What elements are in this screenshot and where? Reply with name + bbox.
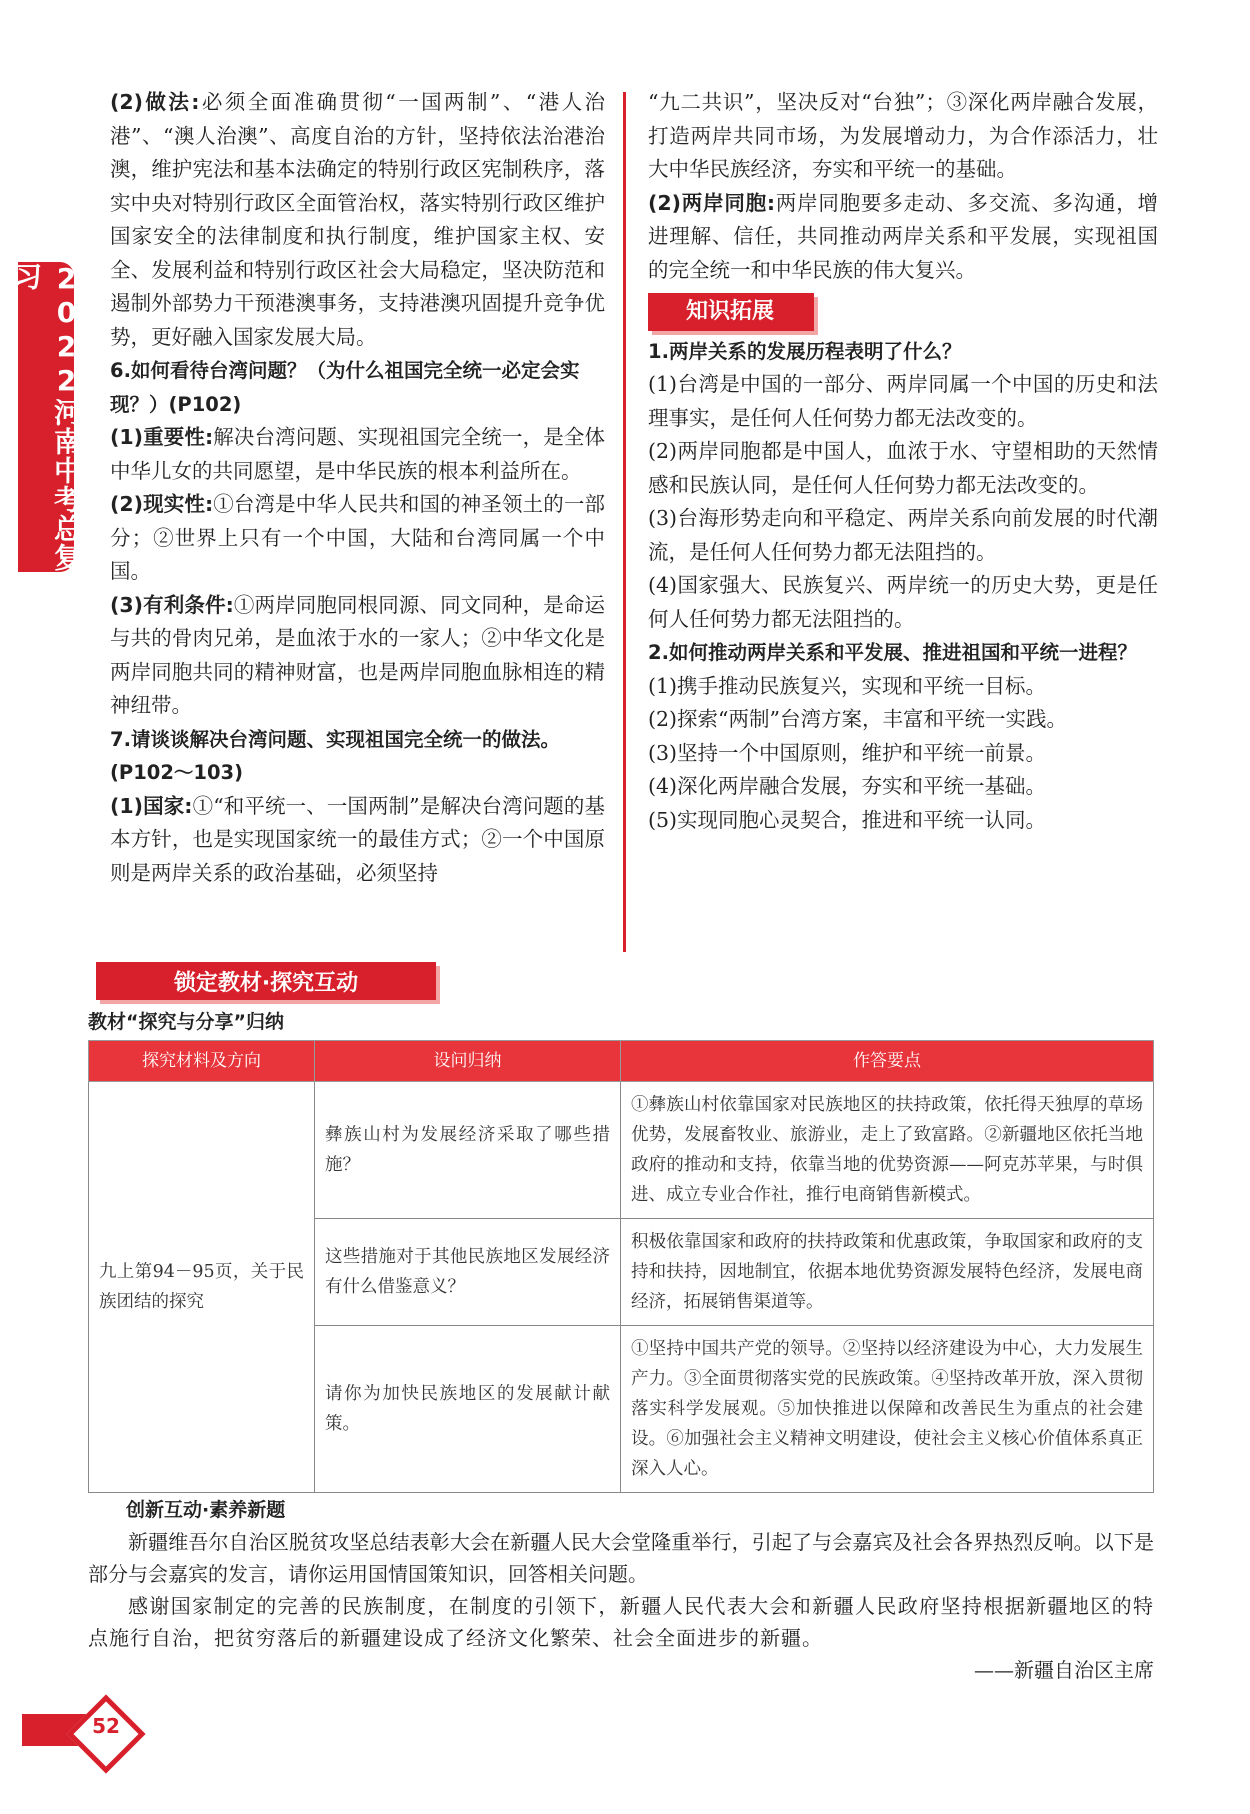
summary-table: [88, 1040, 1154, 1493]
text: ①两岸同胞同根同源、同文同种，是命运与共的骨肉兄弟，是血浓于水的一家人；②中华文化是两岸同胞共同的精神财富，也是两岸同胞血脉相连的精神纽带。: [110, 592, 606, 717]
continued-text: “九二共识”，坚决反对“台独”；③深化两岸融合发展，打造两岸共同市场，为发展增动力，为合作添活力，壮大中华民族经济，夯实和平统一的基础。: [648, 90, 1158, 181]
page-number-badge: [22, 1700, 142, 1760]
table-title: 教材“探究与分享”归纳: [88, 1011, 284, 1033]
text: 必须全面准确贯彻“一国两制”、“港人治港”、“澳人治澳”、高度自治的方针，坚持依法治港治澳，维护宪法和基本法确定的特别行政区宪制秩序，落实中央对特别行政区全面管治权，落实特别行政区维护国家安全的法律制度和执行制度，维护国家主权、安全、发展利益和特别行政区社会大局稳定，坚决防范和遏制外部势力干预港澳事务，支持港澳巩固提升竞争优势，更好融入国家发展大局。: [110, 90, 605, 349]
left-column: [110, 86, 605, 890]
paragraph-reality: [110, 488, 605, 589]
material-cell: 九上第94－95页，关于民族团结的探究: [89, 1082, 315, 1493]
answer-cell: 积极依靠国家和政府的扶持政策和优惠政策，争取国家和政府的支持和扶持，因地制宜，依据本地优势资源发展特色经济，发展电商经济，拓展销售渠道等。: [621, 1219, 1154, 1326]
paragraph-state: [110, 790, 605, 891]
table-row: [89, 1082, 1154, 1219]
header-question: 设问归纳: [315, 1041, 621, 1082]
label: (2)两岸同胞:: [648, 190, 776, 215]
label: (2)现实性:: [110, 492, 214, 516]
label: (2)做法:: [110, 90, 200, 114]
knowledge-extension-banner: 知识拓展: [648, 293, 814, 331]
extension-question-2: 2.如何推动两岸关系和平发展、推进祖国和平统一进程？: [648, 641, 1137, 664]
right-column: [648, 86, 1158, 837]
header-answer: 作答要点: [621, 1041, 1154, 1082]
innovation-heading: 创新互动·素养新题: [126, 1499, 286, 1521]
question-cell: 请你为加快民族地区的发展献计献策。: [315, 1326, 621, 1493]
paragraph-compatriots: [648, 187, 1158, 288]
question-7: 7.请谈谈解决台湾问题、实现祖国完全统一的做法。(P102～103): [110, 727, 560, 784]
text: ①“和平统一、一国两制”是解决台湾问题的基本方针，也是实现国家统一的最佳方式；②一个中国原则是两岸关系的政治基础，必须坚持: [110, 793, 605, 885]
innovation-intro: 新疆维吾尔自治区脱贫攻坚总结表彰大会在新疆人民大会堂隆重举行，引起了与会嘉宾及社会各界热烈反响。以下是部分与会嘉宾的发言，请你运用国情国策知识，回答相关问题。: [88, 1530, 1154, 1586]
label: (1)国家:: [110, 793, 193, 818]
q2-item: (3)坚持一个中国原则，维护和平统一前景。: [648, 740, 1047, 765]
section-banner: 锁定教材·探究互动: [96, 962, 436, 1000]
label: (1)重要性:: [110, 425, 214, 449]
header-material: 探究材料及方向: [89, 1041, 315, 1082]
answer-cell: ①彝族山村依靠国家对民族地区的扶持政策，依托得天独厚的草场优势，发展畜牧业、旅游业，走上了致富路。②新疆地区依托当地政府的推动和支持，依靠当地的优势资源——阿克苏苹果，与时俱进、成立专业合作社，推行电商销售新模式。: [621, 1082, 1154, 1219]
paragraph-practice: [110, 86, 605, 354]
q1-item: (3)台海形势走向和平稳定、两岸关系向前发展的时代潮流，是任何人任何势力都无法阻挡的。: [648, 506, 1158, 564]
label: (3)有利条件:: [110, 592, 234, 617]
side-tab: 2022河南中考总复习: [10, 262, 83, 572]
extension-question-1: 1.两岸关系的发展历程表明了什么？: [648, 339, 962, 363]
text: 解决台湾问题、实现祖国完全统一，是全体中华儿女的共同愿望，是中华民族的根本利益所在。: [110, 425, 605, 483]
answer-cell: ①坚持中国共产党的领导。②坚持以经济建设为中心，大力发展生产力。③全面贯彻落实党的民族政策。④坚持改革开放，深入贯彻落实科学发展观。⑤加快推进以保障和改善民生为重点的社会建设。⑥加强社会主义精神文明建设，使社会主义核心价值体系真正深入人心。: [621, 1326, 1154, 1493]
q1-item: (2)两岸同胞都是中国人，血浓于水、守望相助的天然情感和民族认同，是任何人任何势力都无法改变的。: [648, 439, 1158, 497]
q2-item: (1)携手推动民族复兴，实现和平统一目标。: [648, 673, 1047, 698]
innovation-section: [88, 1494, 1154, 1686]
q1-item: (4)国家强大、民族复兴、两岸统一的历史大势，更是任何人任何势力都无法阻挡的。: [648, 573, 1158, 631]
paragraph-importance: [110, 421, 605, 488]
q2-item: (4)深化两岸融合发展，夯实和平统一基础。: [648, 774, 1047, 798]
page-number: 52: [92, 1714, 120, 1738]
paragraph-conditions: [110, 589, 605, 723]
question-cell: 彝族山村为发展经济采取了哪些措施？: [315, 1082, 621, 1219]
question-cell: 这些措施对于其他民族地区发展经济有什么借鉴意义？: [315, 1219, 621, 1326]
innovation-speech: 感谢国家制定的完善的民族制度，在制度的引领下，新疆人民代表大会和新疆人民政府坚持根据新疆地区的特点施行自治，把贫穷落后的新疆建设成了经济文化繁荣、社会全面进步的新疆。: [88, 1594, 1154, 1650]
table-header-row: [89, 1041, 1154, 1082]
column-divider: [623, 92, 626, 952]
q2-item: (5)实现同胞心灵契合，推进和平统一认同。: [648, 807, 1047, 832]
innovation-signature: ——新疆自治区主席: [974, 1658, 1154, 1682]
q1-item: (1)台湾是中国的一部分、两岸同属一个中国的历史和法理事实，是任何人任何势力都无法改变的。: [648, 372, 1158, 430]
text: 两岸同胞要多走动、多交流、多沟通，增进理解、信任，共同推动两岸关系和平发展，实现祖国的完全统一和中华民族的伟大复兴。: [648, 190, 1159, 282]
question-6: 6.如何看待台湾问题？（为什么祖国完全统一必定会实现？）(P102): [110, 359, 580, 416]
text: ①台湾是中华人民共和国的神圣领土的一部分；②世界上只有一个中国，大陆和台湾同属一个中国。: [110, 492, 605, 583]
q2-item: (2)探索“两制”台湾方案，丰富和平统一实践。: [648, 707, 1067, 731]
